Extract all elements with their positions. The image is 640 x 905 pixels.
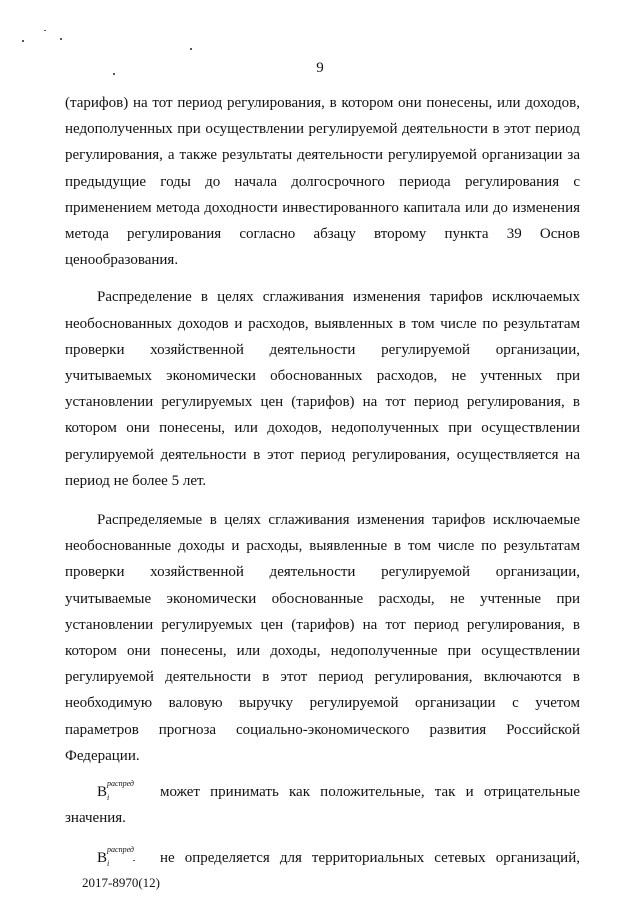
symbol-subscript: i [107, 793, 110, 803]
symbol-superscript: распред [107, 845, 134, 855]
paragraph-distributed-income: Распределяемые в целях сглаживания изменения тарифов исключаемые необоснованные доходы и расходы, выявленные в том числе по результатам проверки хозяйственной деятельности регулируемой организации, учитываемые экономически обоснованные расходы, не учтенные при установлении регулируемых цен (тарифов) на тот период регулирования, в котором они понесены, или доходы, недополученные при осуществлении регулируемой деятельности в этот период регулирования, включаются в необходимую валовую выручку регулируемой организации с учетом параметров прогноза социально-экономического развития Российской Федерации. [65, 512, 580, 764]
scan-speck [22, 40, 24, 42]
symbol-paragraph-2 [65, 841, 580, 871]
formula-symbol [97, 841, 134, 871]
symbol-paragraph-rest: значения. [65, 810, 126, 827]
scan-speck [44, 30, 46, 31]
scan-speck [60, 38, 62, 40]
symbol-paragraph-first-line: не определяется для территориальных сетевых организаций, [159, 850, 580, 867]
symbol-base: B [97, 850, 108, 867]
symbol-subscript: i [107, 859, 110, 869]
symbol-paragraph-first-line: может принимать как положительные, так и отрицательные [159, 784, 580, 801]
document-body [65, 90, 580, 872]
document-code: 2017-8970(12) [82, 875, 160, 890]
paragraph-distribution: Распределение в целях сглаживания изменения тарифов исключаемых необоснованных доходов и расходов, выявленных в том числе по результатам проверки хозяйственной деятельности регулируемой организации, учитываемых экономически обоснованных расходов, не учтенных при установлении регулируемых цен (тарифов) на тот период регулирования, в котором они понесены, или доходов, недополученных при осуществлении регулируемой деятельности в этот период регулирования, осуществляется на период не более 5 лет. [65, 289, 580, 489]
page-number: 9 [316, 60, 324, 76]
symbol-superscript: распред [107, 779, 134, 789]
symbol-base: B [97, 784, 108, 801]
scan-speck [190, 48, 192, 50]
formula-symbol [97, 775, 134, 805]
symbol-paragraph-1 [65, 775, 580, 831]
paragraph-continuation: (тарифов) на тот период регулирования, в котором они понесены, или доходов, недополученных при осуществлении регулируемой деятельности в этот период регулирования, а также результаты деятельности регулируемой организации за предыдущие годы до начала долгосрочного периода регулирования с применением метода доходности инвестированного капитала или до изменения метода регулирования согласно абзацу второму пункта 39 Основ ценообразования. [65, 95, 580, 269]
